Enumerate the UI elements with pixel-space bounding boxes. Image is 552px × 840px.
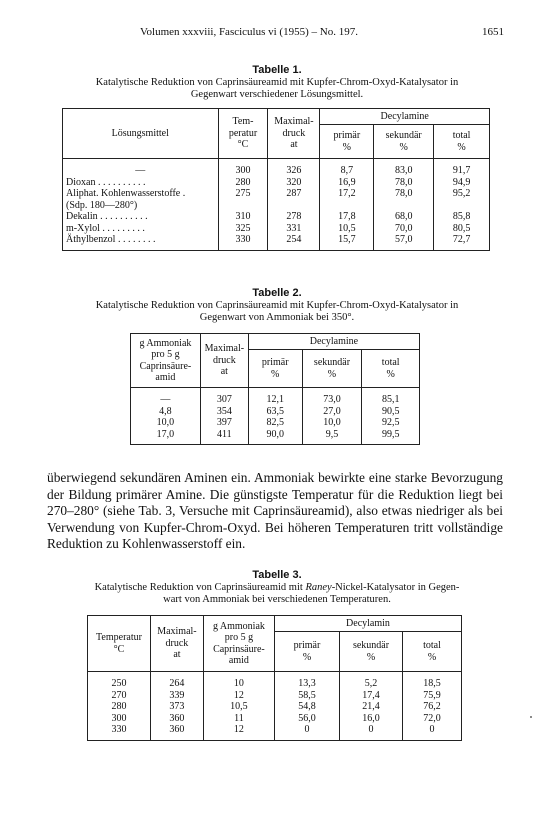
table1-caption-line1: Katalytische Reduktion von Caprinsäureamid mit Kupfer-Chrom-Oxyd-Katalysator in: [95, 77, 459, 88]
table3-header-secondary: sekundär %: [340, 632, 403, 672]
table3-header-decylamine: Decylamin: [274, 616, 461, 632]
table-row: — 307 12,1 73,0 85,1: [131, 388, 420, 406]
table1: [62, 108, 490, 251]
table3-header-primary: primär %: [274, 632, 339, 672]
body-paragraph: überwiegend sekundären Aminen ein. Ammoniak bewirkte eine starke Bevorzugung der Bildung primärer Amine. Die günstigste Temperatur für die Reduktion liegt bei 270–280° (siehe Tab. 3, Versuche mit Caprinsäureamid), also etwas niedriger als bei Verwendung von Kupfer-Chrom-Oxyd. Bei höheren Temperaturen tritt vollständige Reduktion zu Kohlenwasserstoff ein.: [47, 470, 503, 552]
table-row: 330 360 12 0 0 0: [88, 724, 462, 740]
table-row: Dioxan . . . . . . . . . . 280 320 16,9 78,0 94,9: [63, 177, 490, 189]
table-row: 270 339 12 58,5 17,4 75,9: [88, 690, 462, 702]
page-number: 1651: [482, 26, 504, 38]
table-row: 250 264 10 13,3 5,2 18,5: [88, 672, 462, 690]
table-row: Äthylbenzol . . . . . . . . 330 254 15,7 57,0 72,7: [63, 234, 490, 250]
table1-header-secondary: sekundär %: [374, 125, 434, 159]
table-row: 4,8 354 63,5 27,0 90,5: [131, 406, 420, 418]
table-row: 10,0 397 82,5 10,0 92,5: [131, 417, 420, 429]
table3-header-temperature: Temperatur °C: [88, 616, 151, 672]
running-header: [0, 26, 552, 42]
table1-caption-line2: Gegenwart verschiedener Lösungsmittel.: [190, 89, 364, 100]
speck-mark: [530, 716, 532, 718]
table-row: 280 373 10,5 54,8 21,4 76,2: [88, 701, 462, 713]
table2-header-pressure: Maximal- druck at: [200, 334, 248, 388]
table3-title: Tabelle 3.: [252, 569, 302, 581]
table-row: — 300 326 8,7 83,0 91,7: [63, 159, 490, 177]
journal-volume-line: Volumen xxxviii, Fasciculus vi (1955) – No. 197.: [140, 26, 358, 38]
table1-header-total: total %: [434, 125, 490, 159]
table3-header-pressure: Maximal- druck at: [151, 616, 204, 672]
table1-header-pressure: Maximal- druck at: [268, 109, 320, 159]
table3-caption-line1: Katalytische Reduktion von Caprinsäureamid mit Raney-Nickel-Katalysator in Gegen-: [94, 582, 460, 593]
table3: [87, 615, 462, 741]
table2-caption-line1: Katalytische Reduktion von Caprinsäureamid mit Kupfer-Chrom-Oxyd-Katalysator in: [95, 300, 459, 311]
table1-header-primary: primär %: [320, 125, 374, 159]
table-row: (Sdp. 180—280°): [63, 200, 490, 212]
table1-header-temperature: Tem- peratur °C: [218, 109, 268, 159]
table3-header-total: total %: [403, 632, 462, 672]
table2-header-primary: primär %: [248, 350, 302, 388]
table3-header-ammonia: g Ammoniak pro 5 g Caprinsäure- amid: [203, 616, 274, 672]
table3-caption: [40, 569, 514, 606]
table3-caption-line2: wart von Ammoniak bei verschiedenen Temperaturen.: [163, 594, 391, 605]
table2-header-total: total %: [362, 350, 420, 388]
table-row: Aliphat. Kohlenwasserstoffe . 275 287 17,2 78,0 95,2: [63, 188, 490, 200]
table-row: m-Xylol . . . . . . . . . 325 331 10,5 70,0 80,5: [63, 223, 490, 235]
table2: [130, 333, 420, 445]
table2-caption-line2: Gegenwart von Ammoniak bei 350°.: [199, 312, 355, 323]
table2-caption: [40, 287, 514, 324]
table2-header-ammonia: g Ammoniak pro 5 g Caprinsäure- amid: [131, 334, 201, 388]
table-row: 300 360 11 56,0 16,0 72,0: [88, 713, 462, 725]
table-row: 17,0 411 90,0 9,5 99,5: [131, 429, 420, 445]
table1-header-solvent: Lösungsmittel: [63, 109, 219, 159]
table2-header-decylamine: Decylamine: [248, 334, 419, 350]
table1-caption: [40, 64, 514, 101]
table1-header-decylamine: Decylamine: [320, 109, 490, 125]
table-row: Dekalin . . . . . . . . . . 310 278 17,8 68,0 85,8: [63, 211, 490, 223]
table1-title: Tabelle 1.: [252, 64, 302, 76]
table2-header-secondary: sekundär %: [302, 350, 362, 388]
table2-title: Tabelle 2.: [252, 287, 302, 299]
